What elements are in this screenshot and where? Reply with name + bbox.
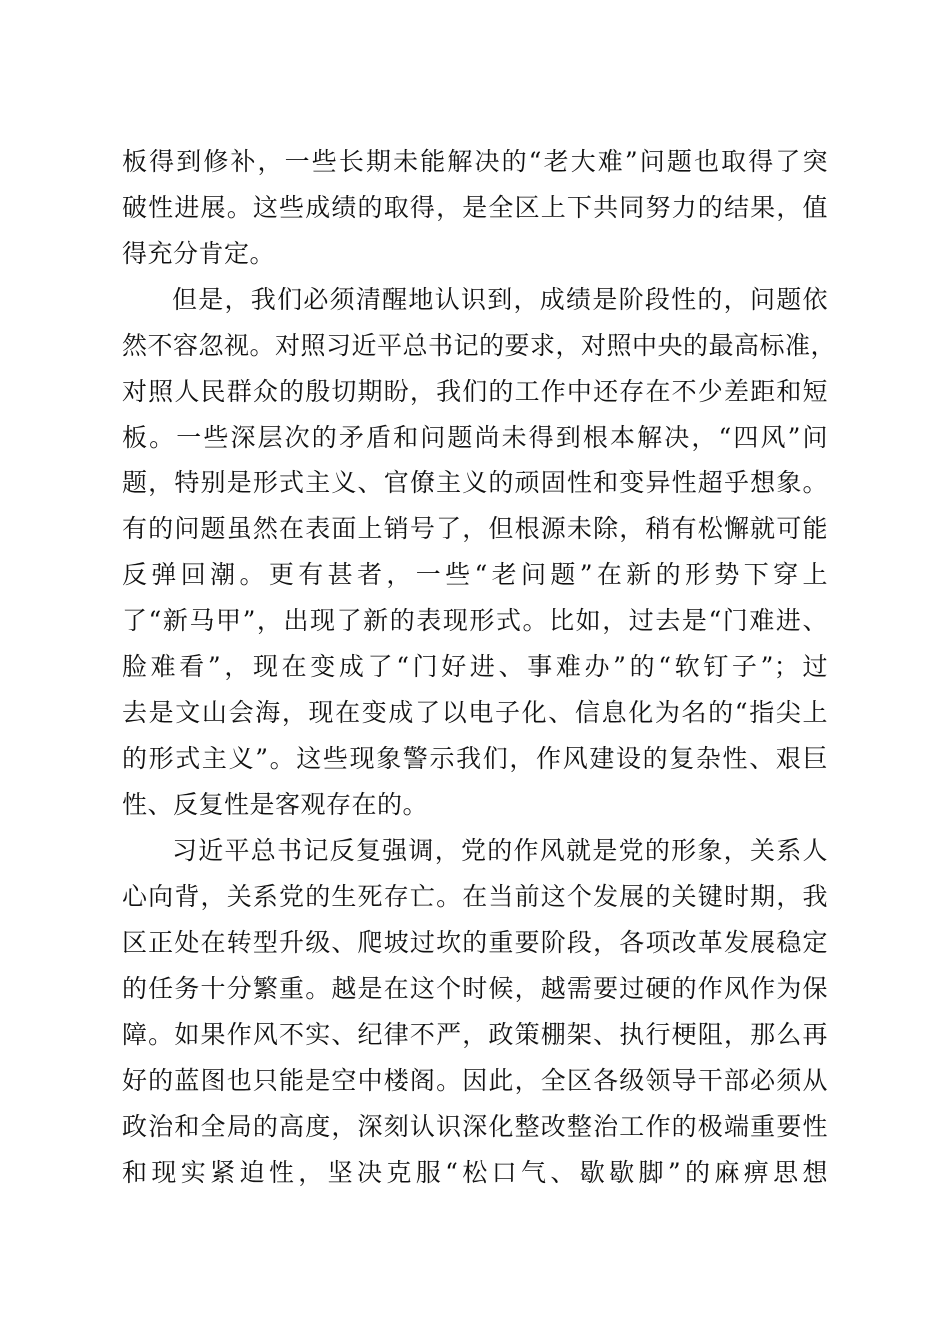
text-line: 的形式主义”。这些现象警示我们，作风建设的复杂性、艰巨	[122, 744, 828, 773]
text-line: 障。如果作风不实、纪律不严，政策棚架、执行梗阻，那么再	[122, 1020, 828, 1049]
text-line: 脸难看”，现在变成了“门好进、事难办”的“软钉子”；过	[122, 652, 828, 681]
paragraph-start-line: 习近平总书记反复强调，党的作风就是党的形象，关系人	[172, 836, 828, 865]
text-line: 性、反复性是客观存在的。	[122, 790, 429, 819]
text-line: 好的蓝图也只能是空中楼阁。因此，全区各级领导干部必须从	[122, 1066, 828, 1095]
text-line: 对照人民群众的殷切期盼，我们的工作中还存在不少差距和短	[122, 377, 828, 406]
text-line: 板。一些深层次的矛盾和问题尚未得到根本解决，“四风”问	[122, 423, 828, 452]
text-line: 心向背，关系党的生死存亡。在当前这个发展的关键时期，我	[122, 882, 828, 911]
text-line: 反弹回潮。更有甚者，一些“老问题”在新的形势下穿上	[122, 560, 828, 589]
text-line: 去是文山会海，现在变成了以电子化、信息化为名的“指尖上	[122, 698, 828, 727]
text-line: 政治和全局的高度，深刻认识深化整改整治工作的极端重要性	[122, 1112, 828, 1141]
text-line: 区正处在转型升级、爬坡过坎的重要阶段，各项改革发展稳定	[122, 928, 828, 957]
text-line: 和现实紧迫性，坚决克服“松口气、歇歇脚”的麻痹思想	[122, 1158, 828, 1187]
text-line: 得充分肯定。	[122, 239, 276, 268]
text-line: 的任务十分繁重。越是在这个时候，越需要过硬的作风作为保	[122, 974, 828, 1003]
text-line: 板得到修补，一些长期未能解决的“老大难”问题也取得了突	[122, 147, 828, 176]
text-line: 了“新马甲”，出现了新的表现形式。比如，过去是“门难进、	[122, 606, 828, 635]
paragraph-start-line: 但是，我们必须清醒地认识到，成绩是阶段性的，问题依	[172, 285, 828, 314]
text-line: 有的问题虽然在表面上销号了，但根源未除，稍有松懈就可能	[122, 514, 828, 543]
text-line: 题，特别是形式主义、官僚主义的顽固性和变异性超乎想象。	[122, 468, 828, 497]
text-line: 破性进展。这些成绩的取得，是全区上下共同努力的结果，值	[122, 193, 828, 222]
text-line: 然不容忽视。对照习近平总书记的要求，对照中央的最高标准，	[122, 331, 837, 360]
